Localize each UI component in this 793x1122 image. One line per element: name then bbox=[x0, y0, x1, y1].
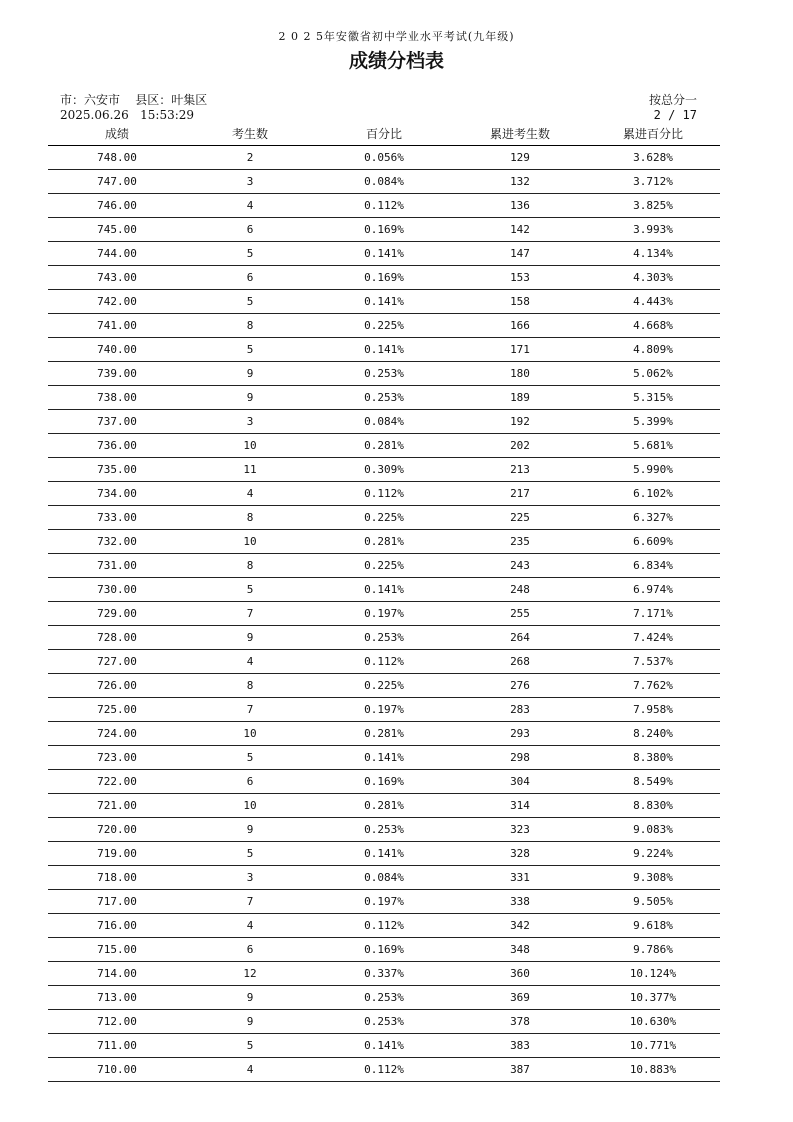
cell-score: 728.00 bbox=[97, 631, 137, 644]
table-row bbox=[48, 938, 720, 962]
cell-count: 10 bbox=[243, 535, 257, 548]
cell-cumulative-percent: 10.377% bbox=[629, 991, 677, 1004]
table-row bbox=[48, 482, 720, 506]
cell-count: 7 bbox=[246, 703, 254, 716]
cell-cumulative-count: 314 bbox=[510, 799, 530, 812]
table-row bbox=[48, 266, 720, 290]
cell-percent: 0.225% bbox=[364, 319, 404, 332]
cell-cumulative-count: 136 bbox=[510, 199, 530, 212]
cell-percent: 0.169% bbox=[364, 223, 404, 236]
cell-score: 737.00 bbox=[97, 415, 137, 428]
cell-cumulative-count: 129 bbox=[510, 151, 530, 164]
cell-count: 6 bbox=[246, 775, 254, 788]
cell-cumulative-percent: 8.549% bbox=[633, 775, 673, 788]
sort-label: 按总分一 bbox=[648, 93, 697, 107]
table-row bbox=[48, 866, 720, 890]
cell-cumulative-percent: 6.102% bbox=[633, 487, 673, 500]
table-row bbox=[48, 290, 720, 314]
cell-score: 720.00 bbox=[97, 823, 137, 836]
cell-percent: 0.253% bbox=[364, 391, 404, 404]
cell-percent: 0.141% bbox=[364, 1039, 404, 1052]
cell-cumulative-percent: 6.609% bbox=[633, 535, 673, 548]
cell-cumulative-count: 360 bbox=[510, 967, 530, 980]
cell-count: 4 bbox=[246, 487, 254, 500]
cell-cumulative-percent: 3.825% bbox=[633, 199, 673, 212]
cell-cumulative-percent: 8.240% bbox=[633, 727, 673, 740]
cell-cumulative-percent: 4.134% bbox=[633, 247, 673, 260]
cell-cumulative-count: 132 bbox=[510, 175, 530, 188]
cell-cumulative-count: 171 bbox=[510, 343, 530, 356]
cell-score: 746.00 bbox=[97, 199, 137, 212]
table-row bbox=[48, 458, 720, 482]
table-row bbox=[48, 578, 720, 602]
column-header-cumulative-count: 累进考生数 bbox=[489, 127, 550, 141]
table-row bbox=[48, 626, 720, 650]
column-header-score: 成绩 bbox=[104, 127, 129, 141]
cell-score: 716.00 bbox=[97, 919, 137, 932]
cell-cumulative-percent: 7.958% bbox=[633, 703, 673, 716]
cell-percent: 0.253% bbox=[364, 631, 404, 644]
cell-cumulative-count: 323 bbox=[510, 823, 530, 836]
table-row bbox=[48, 362, 720, 386]
cell-percent: 0.197% bbox=[364, 607, 404, 620]
cell-percent: 0.197% bbox=[364, 703, 404, 716]
cell-count: 9 bbox=[246, 823, 254, 836]
cell-cumulative-count: 243 bbox=[510, 559, 530, 572]
cell-score: 735.00 bbox=[97, 463, 137, 476]
location-label: 市：六安市 县区：叶集区 bbox=[60, 93, 208, 107]
cell-score: 748.00 bbox=[97, 151, 137, 164]
cell-score: 719.00 bbox=[97, 847, 137, 860]
cell-cumulative-percent: 5.399% bbox=[633, 415, 673, 428]
cell-score: 711.00 bbox=[97, 1039, 137, 1052]
cell-cumulative-count: 328 bbox=[510, 847, 530, 860]
cell-percent: 0.141% bbox=[364, 247, 404, 260]
table-row bbox=[48, 410, 720, 434]
cell-percent: 0.281% bbox=[364, 535, 404, 548]
cell-count: 8 bbox=[246, 679, 254, 692]
cell-score: 722.00 bbox=[97, 775, 137, 788]
cell-percent: 0.084% bbox=[364, 175, 404, 188]
table-row bbox=[48, 242, 720, 266]
cell-percent: 0.281% bbox=[364, 439, 404, 452]
table-header-row bbox=[48, 123, 720, 146]
cell-cumulative-percent: 5.990% bbox=[633, 463, 673, 476]
table-row bbox=[48, 602, 720, 626]
cell-percent: 0.084% bbox=[364, 415, 404, 428]
cell-percent: 0.197% bbox=[364, 895, 404, 908]
cell-count: 4 bbox=[246, 1063, 254, 1076]
cell-count: 5 bbox=[246, 247, 254, 260]
cell-score: 739.00 bbox=[97, 367, 137, 380]
cell-percent: 0.112% bbox=[364, 919, 404, 932]
cell-score: 732.00 bbox=[97, 535, 137, 548]
table-row bbox=[48, 194, 720, 218]
cell-count: 9 bbox=[246, 631, 254, 644]
cell-cumulative-percent: 8.380% bbox=[633, 751, 673, 764]
cell-percent: 0.169% bbox=[364, 943, 404, 956]
cell-cumulative-percent: 4.303% bbox=[633, 271, 673, 284]
cell-cumulative-count: 166 bbox=[510, 319, 530, 332]
cell-percent: 0.281% bbox=[364, 727, 404, 740]
cell-cumulative-percent: 4.809% bbox=[633, 343, 673, 356]
table-row bbox=[48, 770, 720, 794]
column-header-cumulative-percent: 累进百分比 bbox=[622, 127, 683, 141]
cell-cumulative-count: 142 bbox=[510, 223, 530, 236]
cell-cumulative-percent: 8.830% bbox=[633, 799, 673, 812]
cell-cumulative-percent: 6.834% bbox=[633, 559, 673, 572]
exam-title: 2 0 2 5年安徽省初中学业水平考试(九年级) bbox=[278, 30, 515, 43]
cell-percent: 0.141% bbox=[364, 847, 404, 860]
cell-percent: 0.141% bbox=[364, 343, 404, 356]
cell-count: 9 bbox=[246, 391, 254, 404]
cell-cumulative-percent: 10.883% bbox=[629, 1063, 677, 1076]
cell-cumulative-count: 192 bbox=[510, 415, 530, 428]
cell-cumulative-count: 276 bbox=[510, 679, 530, 692]
cell-count: 12 bbox=[243, 967, 257, 980]
cell-cumulative-count: 342 bbox=[510, 919, 530, 932]
cell-cumulative-percent: 9.505% bbox=[633, 895, 673, 908]
cell-cumulative-percent: 7.424% bbox=[633, 631, 673, 644]
cell-percent: 0.141% bbox=[364, 295, 404, 308]
cell-count: 5 bbox=[246, 295, 254, 308]
cell-count: 5 bbox=[246, 343, 254, 356]
cell-score: 731.00 bbox=[97, 559, 137, 572]
cell-cumulative-percent: 9.618% bbox=[633, 919, 673, 932]
table-row bbox=[48, 434, 720, 458]
cell-cumulative-count: 293 bbox=[510, 727, 530, 740]
cell-cumulative-count: 283 bbox=[510, 703, 530, 716]
cell-cumulative-count: 298 bbox=[510, 751, 530, 764]
cell-score: 744.00 bbox=[97, 247, 137, 260]
cell-cumulative-percent: 7.762% bbox=[633, 679, 673, 692]
table-row bbox=[48, 818, 720, 842]
table-row bbox=[48, 218, 720, 242]
table-row bbox=[48, 506, 720, 530]
cell-count: 10 bbox=[243, 439, 257, 452]
cell-count: 3 bbox=[246, 175, 254, 188]
cell-count: 10 bbox=[243, 799, 257, 812]
cell-percent: 0.309% bbox=[364, 463, 404, 476]
cell-cumulative-count: 348 bbox=[510, 943, 530, 956]
table-row bbox=[48, 698, 720, 722]
table-body bbox=[48, 146, 720, 1082]
table-row bbox=[48, 1034, 720, 1058]
cell-count: 8 bbox=[246, 559, 254, 572]
table-row bbox=[48, 554, 720, 578]
cell-count: 11 bbox=[243, 463, 257, 476]
cell-cumulative-count: 383 bbox=[510, 1039, 530, 1052]
cell-percent: 0.112% bbox=[364, 487, 404, 500]
cell-cumulative-percent: 9.308% bbox=[633, 871, 673, 884]
cell-count: 4 bbox=[246, 919, 254, 932]
table-row bbox=[48, 914, 720, 938]
cell-score: 741.00 bbox=[97, 319, 137, 332]
cell-score: 740.00 bbox=[97, 343, 137, 356]
cell-cumulative-percent: 10.630% bbox=[629, 1015, 677, 1028]
cell-percent: 0.337% bbox=[364, 967, 404, 980]
cell-cumulative-count: 264 bbox=[510, 631, 530, 644]
cell-percent: 0.141% bbox=[364, 751, 404, 764]
table-row bbox=[48, 530, 720, 554]
column-header-count: 考生数 bbox=[231, 127, 268, 141]
cell-cumulative-percent: 10.124% bbox=[629, 967, 677, 980]
cell-percent: 0.225% bbox=[364, 559, 404, 572]
table-row bbox=[48, 962, 720, 986]
cell-percent: 0.112% bbox=[364, 199, 404, 212]
cell-percent: 0.225% bbox=[364, 511, 404, 524]
cell-cumulative-count: 213 bbox=[510, 463, 530, 476]
cell-percent: 0.084% bbox=[364, 871, 404, 884]
cell-count: 7 bbox=[246, 895, 254, 908]
cell-count: 9 bbox=[246, 367, 254, 380]
cell-cumulative-percent: 5.315% bbox=[633, 391, 673, 404]
cell-cumulative-count: 180 bbox=[510, 367, 530, 380]
table-row bbox=[48, 890, 720, 914]
cell-cumulative-percent: 9.786% bbox=[633, 943, 673, 956]
cell-count: 2 bbox=[246, 151, 254, 164]
table-row bbox=[48, 794, 720, 818]
cell-score: 734.00 bbox=[97, 487, 137, 500]
table-row bbox=[48, 146, 720, 170]
cell-cumulative-count: 235 bbox=[510, 535, 530, 548]
cell-score: 717.00 bbox=[97, 895, 137, 908]
cell-percent: 0.141% bbox=[364, 583, 404, 596]
cell-score: 730.00 bbox=[97, 583, 137, 596]
cell-percent: 0.169% bbox=[364, 775, 404, 788]
cell-cumulative-percent: 10.771% bbox=[629, 1039, 677, 1052]
table-row bbox=[48, 842, 720, 866]
cell-count: 5 bbox=[246, 751, 254, 764]
cell-count: 8 bbox=[246, 511, 254, 524]
cell-cumulative-count: 217 bbox=[510, 487, 530, 500]
cell-percent: 0.253% bbox=[364, 823, 404, 836]
cell-cumulative-count: 378 bbox=[510, 1015, 530, 1028]
table-row bbox=[48, 986, 720, 1010]
cell-cumulative-count: 225 bbox=[510, 511, 530, 524]
cell-cumulative-percent: 3.712% bbox=[633, 175, 673, 188]
cell-score: 721.00 bbox=[97, 799, 137, 812]
cell-cumulative-percent: 9.224% bbox=[633, 847, 673, 860]
score-table bbox=[48, 123, 720, 1082]
cell-score: 715.00 bbox=[97, 943, 137, 956]
cell-score: 713.00 bbox=[97, 991, 137, 1004]
cell-count: 10 bbox=[243, 727, 257, 740]
cell-cumulative-count: 268 bbox=[510, 655, 530, 668]
cell-cumulative-percent: 4.443% bbox=[633, 295, 673, 308]
print-datetime: 2025.06.26 15:53:29 bbox=[60, 108, 195, 122]
cell-percent: 0.253% bbox=[364, 367, 404, 380]
cell-score: 712.00 bbox=[97, 1015, 137, 1028]
cell-cumulative-count: 248 bbox=[510, 583, 530, 596]
cell-score: 745.00 bbox=[97, 223, 137, 236]
cell-percent: 0.253% bbox=[364, 991, 404, 1004]
table-row bbox=[48, 1058, 720, 1082]
cell-count: 5 bbox=[246, 583, 254, 596]
cell-cumulative-count: 387 bbox=[510, 1063, 530, 1076]
column-header-percent: 百分比 bbox=[365, 127, 402, 141]
table-row bbox=[48, 650, 720, 674]
cell-score: 747.00 bbox=[97, 175, 137, 188]
cell-count: 5 bbox=[246, 847, 254, 860]
cell-score: 724.00 bbox=[97, 727, 137, 740]
cell-count: 4 bbox=[246, 199, 254, 212]
page-title: 成绩分档表 bbox=[348, 50, 444, 72]
cell-score: 736.00 bbox=[97, 439, 137, 452]
cell-count: 8 bbox=[246, 319, 254, 332]
cell-count: 6 bbox=[246, 943, 254, 956]
cell-count: 5 bbox=[246, 1039, 254, 1052]
cell-cumulative-percent: 4.668% bbox=[633, 319, 673, 332]
cell-percent: 0.169% bbox=[364, 271, 404, 284]
cell-percent: 0.281% bbox=[364, 799, 404, 812]
cell-cumulative-count: 338 bbox=[510, 895, 530, 908]
cell-count: 3 bbox=[246, 871, 254, 884]
cell-count: 6 bbox=[246, 271, 254, 284]
page-number: 2 / 17 bbox=[653, 108, 697, 122]
cell-count: 3 bbox=[246, 415, 254, 428]
cell-cumulative-count: 369 bbox=[510, 991, 530, 1004]
cell-score: 714.00 bbox=[97, 967, 137, 980]
cell-score: 742.00 bbox=[97, 295, 137, 308]
cell-count: 4 bbox=[246, 655, 254, 668]
cell-score: 743.00 bbox=[97, 271, 137, 284]
cell-count: 9 bbox=[246, 1015, 254, 1028]
table-row bbox=[48, 386, 720, 410]
table-row bbox=[48, 1010, 720, 1034]
cell-score: 729.00 bbox=[97, 607, 137, 620]
cell-percent: 0.253% bbox=[364, 1015, 404, 1028]
cell-cumulative-count: 147 bbox=[510, 247, 530, 260]
cell-cumulative-count: 331 bbox=[510, 871, 530, 884]
cell-score: 710.00 bbox=[97, 1063, 137, 1076]
cell-cumulative-percent: 5.681% bbox=[633, 439, 673, 452]
table-row bbox=[48, 722, 720, 746]
cell-percent: 0.112% bbox=[364, 1063, 404, 1076]
cell-count: 9 bbox=[246, 991, 254, 1004]
cell-percent: 0.225% bbox=[364, 679, 404, 692]
table-row bbox=[48, 170, 720, 194]
table-row bbox=[48, 746, 720, 770]
cell-score: 738.00 bbox=[97, 391, 137, 404]
cell-cumulative-count: 158 bbox=[510, 295, 530, 308]
cell-cumulative-percent: 6.327% bbox=[633, 511, 673, 524]
cell-percent: 0.112% bbox=[364, 655, 404, 668]
cell-count: 6 bbox=[246, 223, 254, 236]
table-row bbox=[48, 338, 720, 362]
cell-cumulative-count: 153 bbox=[510, 271, 530, 284]
cell-cumulative-count: 202 bbox=[510, 439, 530, 452]
cell-cumulative-percent: 7.537% bbox=[633, 655, 673, 668]
cell-cumulative-percent: 3.628% bbox=[633, 151, 673, 164]
cell-score: 723.00 bbox=[97, 751, 137, 764]
cell-cumulative-count: 304 bbox=[510, 775, 530, 788]
cell-count: 7 bbox=[246, 607, 254, 620]
cell-score: 726.00 bbox=[97, 679, 137, 692]
table-row bbox=[48, 314, 720, 338]
cell-score: 733.00 bbox=[97, 511, 137, 524]
cell-percent: 0.056% bbox=[364, 151, 404, 164]
cell-cumulative-percent: 3.993% bbox=[633, 223, 673, 236]
cell-cumulative-percent: 9.083% bbox=[633, 823, 673, 836]
cell-score: 725.00 bbox=[97, 703, 137, 716]
table-row bbox=[48, 674, 720, 698]
cell-score: 727.00 bbox=[97, 655, 137, 668]
cell-score: 718.00 bbox=[97, 871, 137, 884]
cell-cumulative-count: 189 bbox=[510, 391, 530, 404]
cell-cumulative-percent: 7.171% bbox=[633, 607, 673, 620]
cell-cumulative-percent: 5.062% bbox=[633, 367, 673, 380]
cell-cumulative-percent: 6.974% bbox=[633, 583, 673, 596]
cell-cumulative-count: 255 bbox=[510, 607, 530, 620]
